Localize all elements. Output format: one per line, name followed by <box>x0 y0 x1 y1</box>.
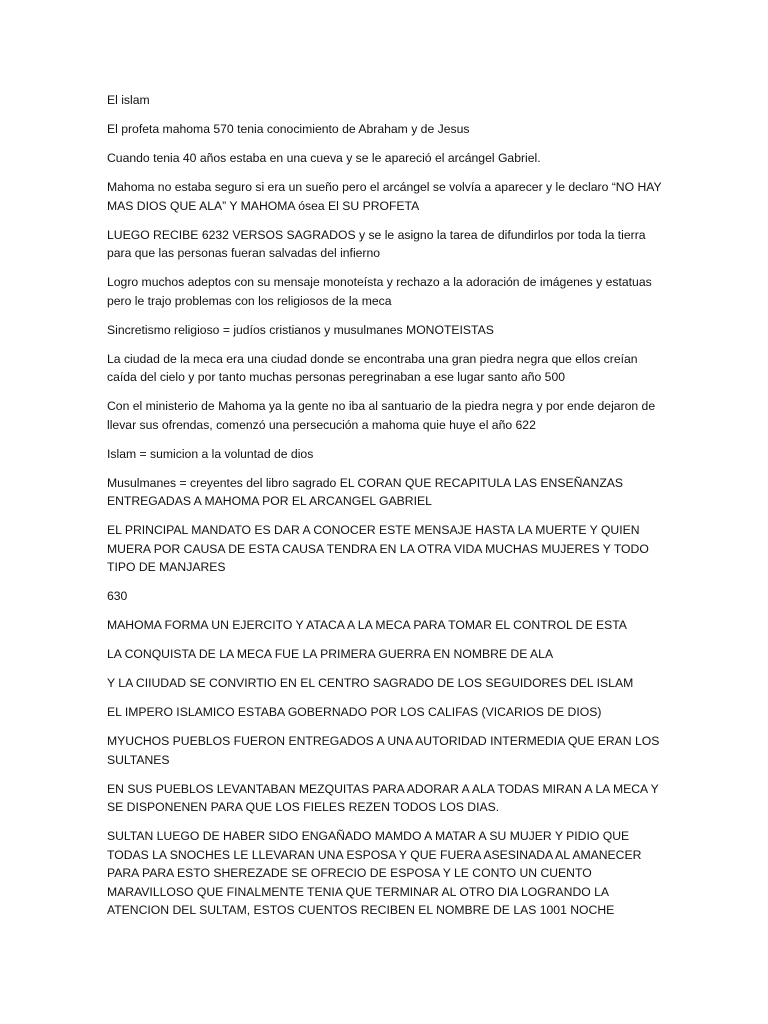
paragraph: EN SUS PUEBLOS LEVANTABAN MEZQUITAS PARA ADORAR A ALA TODAS MIRAN A LA MECA Y SE DISPONENEN PARA QUE LOS FIELES REZEN TODOS LOS DIAS. <box>107 781 659 814</box>
paragraph: MYUCHOS PUEBLOS FUERON ENTREGADOS A UNA AUTORIDAD INTERMEDIA QUE ERAN LOS SULTANES <box>107 734 660 767</box>
paragraph: Islam = sumicion a la voluntad de dios <box>107 446 314 461</box>
document-body <box>107 91 667 930</box>
paragraph: SULTAN LUEGO DE HABER SIDO ENGAÑADO MAMDO A MATAR A SU MUJER Y PIDIO QUE TODAS LA SNOCHES LE LLEVARAN UNA ESPOSA Y QUE FUERA ASESINADA AL AMANECER PARA PARA ESTO SHEREZADE SE OFRECIO DE ESPOSA Y LE CONTO UN CUENTO MARAVILLOSO QUE FINALMENTE TENIA QUE TERMINAR AL OTRO DIA LOGRANDO LA ATENCION DEL SULTAM, ESTOS CUENTOS RECIBEN EL NOMBRE DE LAS 1001 NOCHE <box>107 829 642 917</box>
document-title: El islam <box>107 93 150 107</box>
paragraph: Sincretismo religioso = judíos cristianos y musulmanes MONOTEISTAS <box>107 322 494 337</box>
paragraph: LUEGO RECIBE 6232 VERSOS SAGRADOS y se le asigno la tarea de difundirlos por toda la tierra para que las personas fueran salvadas del infierno <box>107 227 646 260</box>
paragraph: Y LA CIIUDAD SE CONVIRTIO EN EL CENTRO SAGRADO DE LOS SEGUIDORES DEL ISLAM <box>107 676 634 690</box>
paragraph: LA CONQUISTA DE LA MECA FUE LA PRIMERA GUERRA EN NOMBRE DE ALA <box>107 647 554 661</box>
year-heading: 630 <box>107 589 128 603</box>
paragraph: Mahoma no estaba seguro si era un sueño pero el arcángel se volvía a aparecer y le declaro “NO HAY MAS DIOS QUE ALA” Y MAHOMA ósea El SU PROFETA <box>107 180 662 213</box>
paragraph: El profeta mahoma 570 tenia conocimiento de Abraham y de Jesus <box>107 122 470 136</box>
paragraph: Con el ministerio de Mahoma ya la gente no iba al santuario de la piedra negra y por ende dejaron de llevar sus ofrendas, comenzó una persecución a mahoma quie huye el año 622 <box>107 399 656 432</box>
paragraph: Logro muchos adeptos con su mensaje monoteísta y rechazo a la adoración de imágenes y estatuas pero le trajo problemas con los religiosos de la meca <box>107 275 652 308</box>
paragraph: Cuando tenia 40 años estaba en una cueva y se le apareció el arcángel Gabriel. <box>107 151 541 165</box>
paragraph: EL PRINCIPAL MANDATO ES DAR A CONOCER ESTE MENSAJE HASTA LA MUERTE Y QUIEN MUERA POR CAUSA DE ESTA CAUSA TENDRA EN LA OTRA VIDA MUCHAS MUJERES Y TODO TIPO DE MANJARES <box>107 523 649 574</box>
paragraph: EL IMPERO ISLAMICO ESTABA GOBERNADO POR LOS CALIFAS (VICARIOS DE DIOS) <box>107 705 602 719</box>
paragraph: La ciudad de la meca era una ciudad donde se encontraba una gran piedra negra que ellos creían caída del cielo y por tanto muchas personas peregrinaban a ese lugar santo año 500 <box>107 351 638 384</box>
paragraph: MAHOMA FORMA UN EJERCITO Y ATACA A LA MECA PARA TOMAR EL CONTROL DE ESTA <box>107 618 627 632</box>
paragraph: Musulmanes = creyentes del libro sagrado EL CORAN QUE RECAPITULA LAS ENSEÑANZAS ENTREGADAS A MAHOMA POR EL ARCANGEL GABRIEL <box>107 475 624 508</box>
